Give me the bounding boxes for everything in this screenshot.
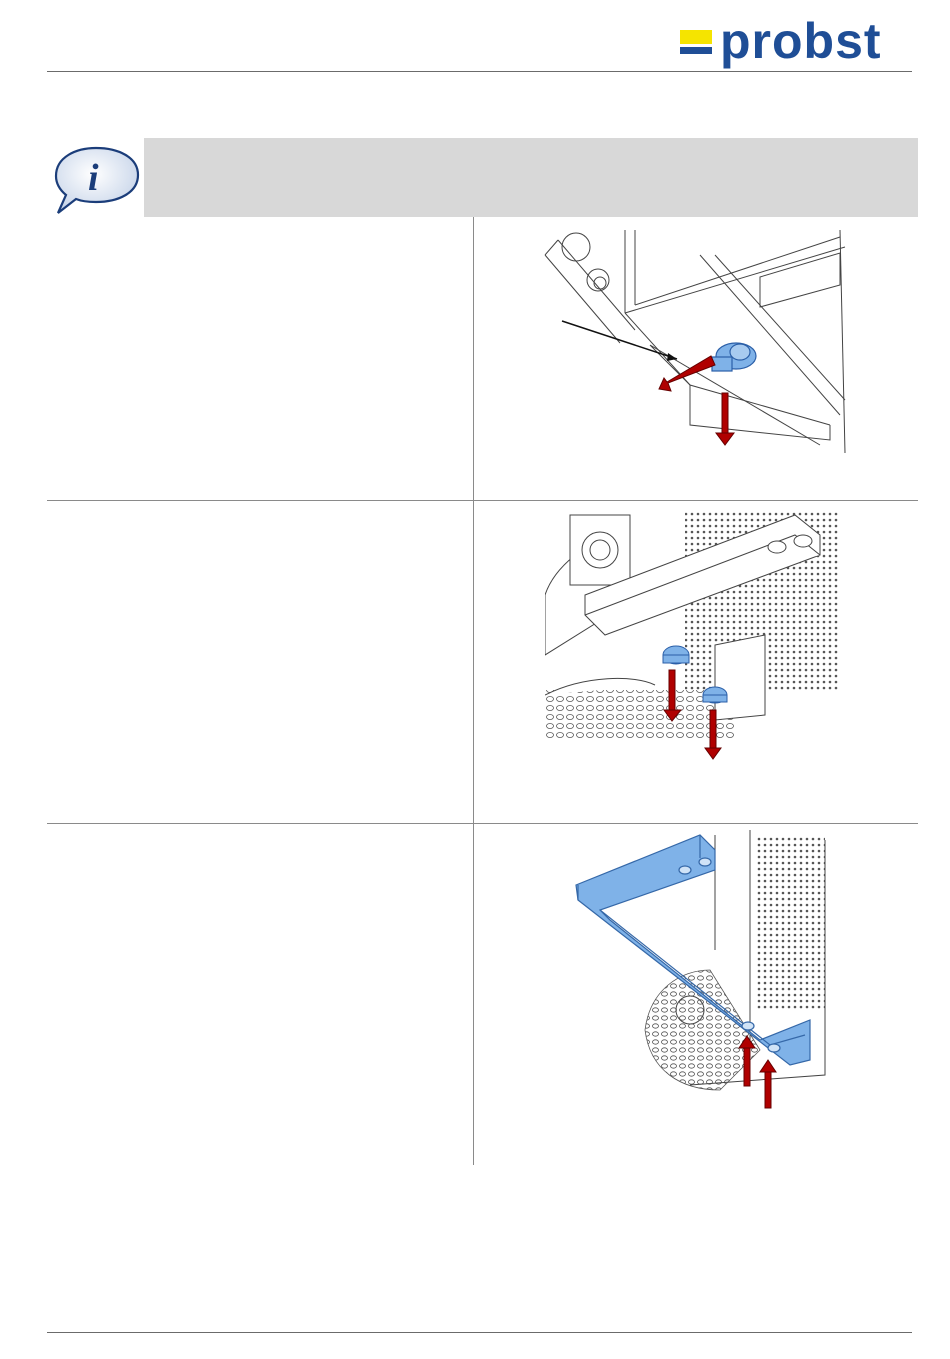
- table-column-divider: [473, 217, 474, 1165]
- info-note-banner: [144, 138, 918, 217]
- red-arrow-left: [659, 356, 715, 391]
- step-2-text: [50, 508, 465, 818]
- table-row-divider-1: [47, 500, 918, 501]
- step-3-text: [50, 830, 465, 1160]
- svg-text:i: i: [88, 157, 99, 199]
- bolt-removal-figure: [545, 505, 845, 765]
- table-row-divider-2: [47, 823, 918, 824]
- probst-logo: [678, 13, 908, 70]
- bracket-installation-figure: [570, 830, 830, 1110]
- lock-pin-removal-figure: [540, 225, 850, 455]
- footer-divider: [47, 1332, 912, 1333]
- lock-pin-highlight: [712, 343, 756, 371]
- logo-mark-icon: [680, 30, 720, 60]
- logo-wordmark: probst: [720, 13, 882, 69]
- header-divider: [47, 71, 912, 72]
- info-speech-bubble-icon: [48, 143, 144, 217]
- red-arrow-down: [716, 393, 734, 445]
- step-1-text: [50, 225, 465, 495]
